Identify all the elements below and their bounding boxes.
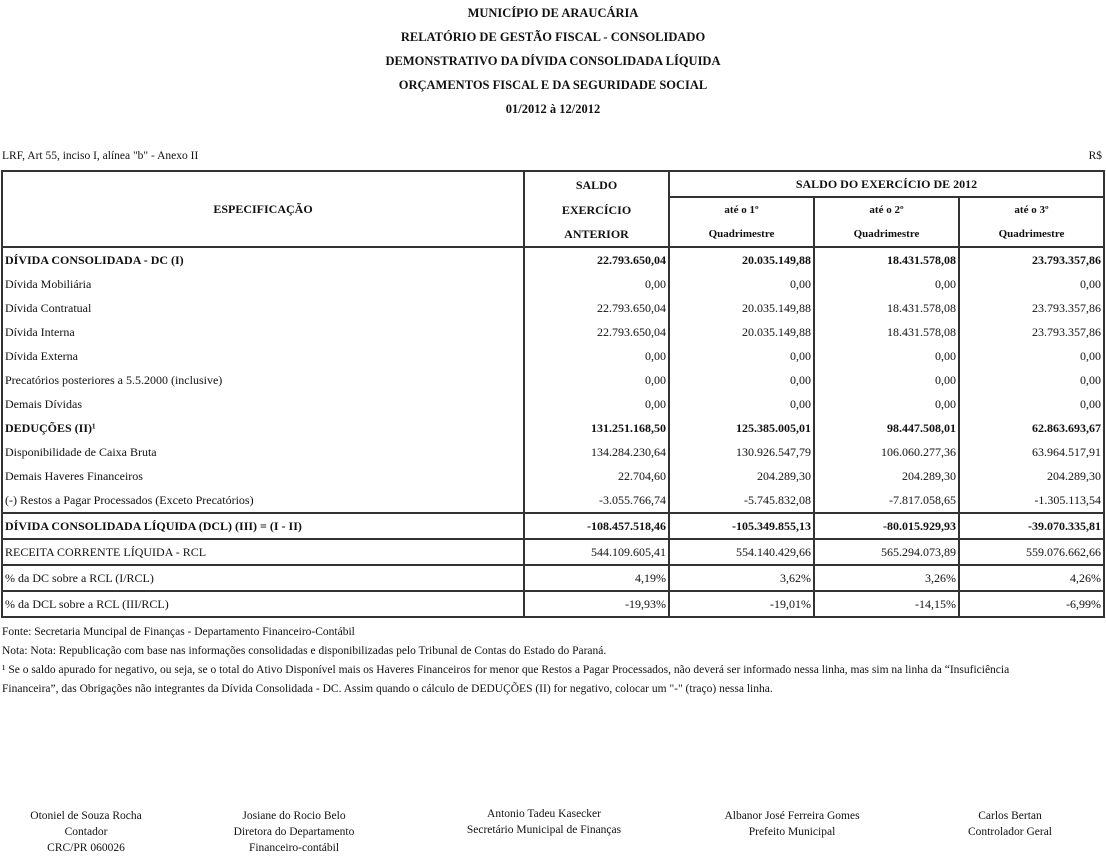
table-row — [2, 440, 1104, 464]
row-value: -14,15% — [814, 591, 959, 617]
row-value: 0,00 — [669, 392, 814, 416]
signature-role: Prefeito Municipal — [748, 826, 836, 838]
row-value: 565.294.073,89 — [814, 539, 959, 565]
col-header-specification: ESPECIFICAÇÃO — [2, 171, 524, 247]
row-value: 98.447.508,01 — [814, 416, 959, 440]
col-header-exercise-group: SALDO DO EXERCÍCIO DE 2012 — [669, 171, 1104, 197]
notes-block — [2, 623, 1102, 699]
col-header-q2-top: até o 2º — [814, 197, 959, 222]
signature-mayor — [692, 808, 892, 840]
col-header-q3-bottom: Quadrimestre — [959, 222, 1104, 247]
row-value: 544.109.605,41 — [524, 539, 669, 565]
row-value: 0,00 — [814, 344, 959, 368]
signature-role: Secretário Municipal de Finanças — [466, 824, 622, 836]
signature-director — [194, 808, 394, 856]
row-value: 20.035.149,88 — [669, 320, 814, 344]
row-value: 20.035.149,88 — [669, 296, 814, 320]
row-value: 131.251.168,50 — [524, 416, 669, 440]
signature-extra: CRC/PR 060026 — [47, 842, 125, 854]
row-value: -80.015.929,93 — [814, 513, 959, 539]
table-row — [2, 513, 1104, 539]
row-value: 204.289,30 — [669, 464, 814, 488]
row-value: 20.035.149,88 — [669, 247, 814, 272]
col-header-saldo-1: SALDO — [575, 177, 618, 192]
table-row — [2, 296, 1104, 320]
row-value: -3.055.766,74 — [524, 488, 669, 513]
col-header-saldo-3: ANTERIOR — [564, 227, 629, 241]
row-label: Precatórios posteriores a 5.5.2000 (inclusive) — [5, 373, 223, 387]
republication-note: Nota: Nota: Republicação com base nas informações consolidadas e disponibilizadas pelo Tribunal de Contas do Estado do Paraná. — [2, 645, 607, 657]
table-row — [2, 565, 1104, 591]
footnote-line-1: ¹ Se o saldo apurado for negativo, ou seja, se o total do Ativo Disponível mais os Haveres Financeiros for menor que Restos a Pagar Processados, não deverá ser informado nessa linha, mas sim na linha da “Insuficiência — [2, 664, 1010, 676]
row-value: 18.431.578,08 — [814, 320, 959, 344]
signature-role: Contador — [64, 826, 108, 838]
row-value: -7.817.058,65 — [814, 488, 959, 513]
row-value: 554.140.429,66 — [669, 539, 814, 565]
table-row — [2, 247, 1104, 272]
signature-name: Otoniel de Souza Rocha — [30, 810, 142, 822]
row-value: 18.431.578,08 — [814, 247, 959, 272]
row-value: 0,00 — [959, 272, 1104, 296]
col-header-saldo-2: EXERCÍCIO — [561, 202, 632, 217]
row-value: -1.305.113,54 — [959, 488, 1104, 513]
col-header-q1-bottom: Quadrimestre — [669, 222, 814, 247]
row-value: 23.793.357,86 — [959, 247, 1104, 272]
row-value: 3,62% — [669, 565, 814, 591]
signature-controller — [910, 808, 1106, 840]
footnote-line-2: Financeira”, das Obrigações não integrantes da Dívida Consolidada - DC. Assim quando o cálculo de DEDUÇÕES (II) for negativo, colocar um "-" (traço) nessa linha. — [2, 683, 773, 695]
row-label: Dívida Externa — [5, 349, 78, 363]
row-value: 22.704,60 — [524, 464, 669, 488]
col-header-q3-top: até o 3º — [959, 197, 1104, 222]
signature-name: Josiane do Rocio Belo — [242, 810, 346, 822]
row-label: DEDUÇÕES (II)¹ — [5, 421, 96, 435]
row-label: Dívida Contratual — [5, 301, 92, 315]
signature-accountant — [0, 808, 186, 856]
row-value: 134.284.230,64 — [524, 440, 669, 464]
row-value: -108.457.518,46 — [524, 513, 669, 539]
row-value: 0,00 — [524, 368, 669, 392]
table-row — [2, 272, 1104, 296]
row-value: 130.926.547,79 — [669, 440, 814, 464]
header-municipality: MUNICÍPIO DE ARAUCÁRIA — [467, 6, 639, 20]
row-value: 0,00 — [524, 272, 669, 296]
row-value: 23.793.357,86 — [959, 320, 1104, 344]
row-value: -6,99% — [959, 591, 1104, 617]
row-value: 0,00 — [524, 392, 669, 416]
table-row — [2, 416, 1104, 440]
row-value: 204.289,30 — [959, 464, 1104, 488]
row-value: 62.863.693,67 — [959, 416, 1104, 440]
row-value: 0,00 — [814, 272, 959, 296]
table-row — [2, 539, 1104, 565]
signature-role: Controlador Geral — [968, 826, 1052, 838]
table-row — [2, 320, 1104, 344]
signature-role: Diretora do Departamento — [233, 826, 355, 838]
row-label: DÍVIDA CONSOLIDADA LÍQUIDA (DCL) (III) = (I - II) — [2, 513, 524, 539]
row-label: Demais Haveres Financeiros — [5, 469, 143, 483]
row-value: -19,01% — [669, 591, 814, 617]
row-value: 4,19% — [524, 565, 669, 591]
col-header-q1-top: até o 1º — [669, 197, 814, 222]
row-label: Dívida Mobiliária — [5, 277, 92, 291]
row-value: 22.793.650,04 — [524, 247, 669, 272]
row-value: 106.060.277,36 — [814, 440, 959, 464]
row-label: (-) Restos a Pagar Processados (Exceto Precatórios) — [5, 493, 254, 507]
debt-table — [1, 170, 1105, 618]
row-value: 0,00 — [959, 392, 1104, 416]
row-label: DÍVIDA CONSOLIDADA - DC (I) — [2, 247, 524, 272]
row-value: 204.289,30 — [814, 464, 959, 488]
row-value: 18.431.578,08 — [814, 296, 959, 320]
row-value: -5.745.832,08 — [669, 488, 814, 513]
row-value: 22.793.650,04 — [524, 296, 669, 320]
source-note: Fonte: Secretaria Muncipal de Finanças - Departamento Financeiro-Contábil — [2, 626, 355, 638]
row-label: % da DCL sobre a RCL (III/RCL) — [2, 591, 524, 617]
signature-finance-secretary — [444, 806, 644, 838]
signature-name: Albanor José Ferreira Gomes — [724, 810, 860, 822]
row-value: 0,00 — [669, 344, 814, 368]
signature-extra: Financeiro-contábil — [248, 842, 340, 854]
header-report-title: RELATÓRIO DE GESTÃO FISCAL - CONSOLIDADO — [400, 30, 706, 44]
row-value: -19,93% — [524, 591, 669, 617]
row-value: 0,00 — [669, 272, 814, 296]
table-row — [2, 464, 1104, 488]
row-value: 3,26% — [814, 565, 959, 591]
row-label: Disponibilidade de Caixa Bruta — [5, 445, 157, 459]
row-value: 0,00 — [669, 368, 814, 392]
currency-label: R$ — [1088, 150, 1102, 162]
row-label: Demais Dívidas — [5, 397, 82, 411]
header-period: 01/2012 à 12/2012 — [505, 102, 601, 116]
row-value: 0,00 — [959, 344, 1104, 368]
row-value: 125.385.005,01 — [669, 416, 814, 440]
table-row — [2, 488, 1104, 513]
row-label: % da DC sobre a RCL (I/RCL) — [2, 565, 524, 591]
table-row — [2, 368, 1104, 392]
row-label: RECEITA CORRENTE LÍQUIDA - RCL — [2, 539, 524, 565]
table-row — [2, 591, 1104, 617]
row-value: 0,00 — [524, 344, 669, 368]
row-value: 63.964.517,91 — [959, 440, 1104, 464]
header-statement-title: DEMONSTRATIVO DA DÍVIDA CONSOLIDADA LÍQUIDA — [385, 54, 721, 68]
table-row — [2, 344, 1104, 368]
signature-name: Carlos Bertan — [978, 810, 1042, 822]
row-value: 0,00 — [814, 368, 959, 392]
table-row — [2, 392, 1104, 416]
signature-name: Antonio Tadeu Kasecker — [487, 808, 601, 820]
row-value: 22.793.650,04 — [524, 320, 669, 344]
row-value: 0,00 — [959, 368, 1104, 392]
row-value: 4,26% — [959, 565, 1104, 591]
row-label: Dívida Interna — [5, 325, 75, 339]
legal-reference: LRF, Art 55, inciso I, alínea "b" - Anexo II — [2, 150, 199, 162]
col-header-q2-bottom: Quadrimestre — [814, 222, 959, 247]
row-value: 559.076.662,66 — [959, 539, 1104, 565]
header-budget-scope: ORÇAMENTOS FISCAL E DA SEGURIDADE SOCIAL — [398, 78, 708, 92]
row-value: -105.349.855,13 — [669, 513, 814, 539]
legal-reference-line — [2, 150, 1102, 162]
row-value: -39.070.335,81 — [959, 513, 1104, 539]
row-value: 23.793.357,86 — [959, 296, 1104, 320]
row-value: 0,00 — [814, 392, 959, 416]
